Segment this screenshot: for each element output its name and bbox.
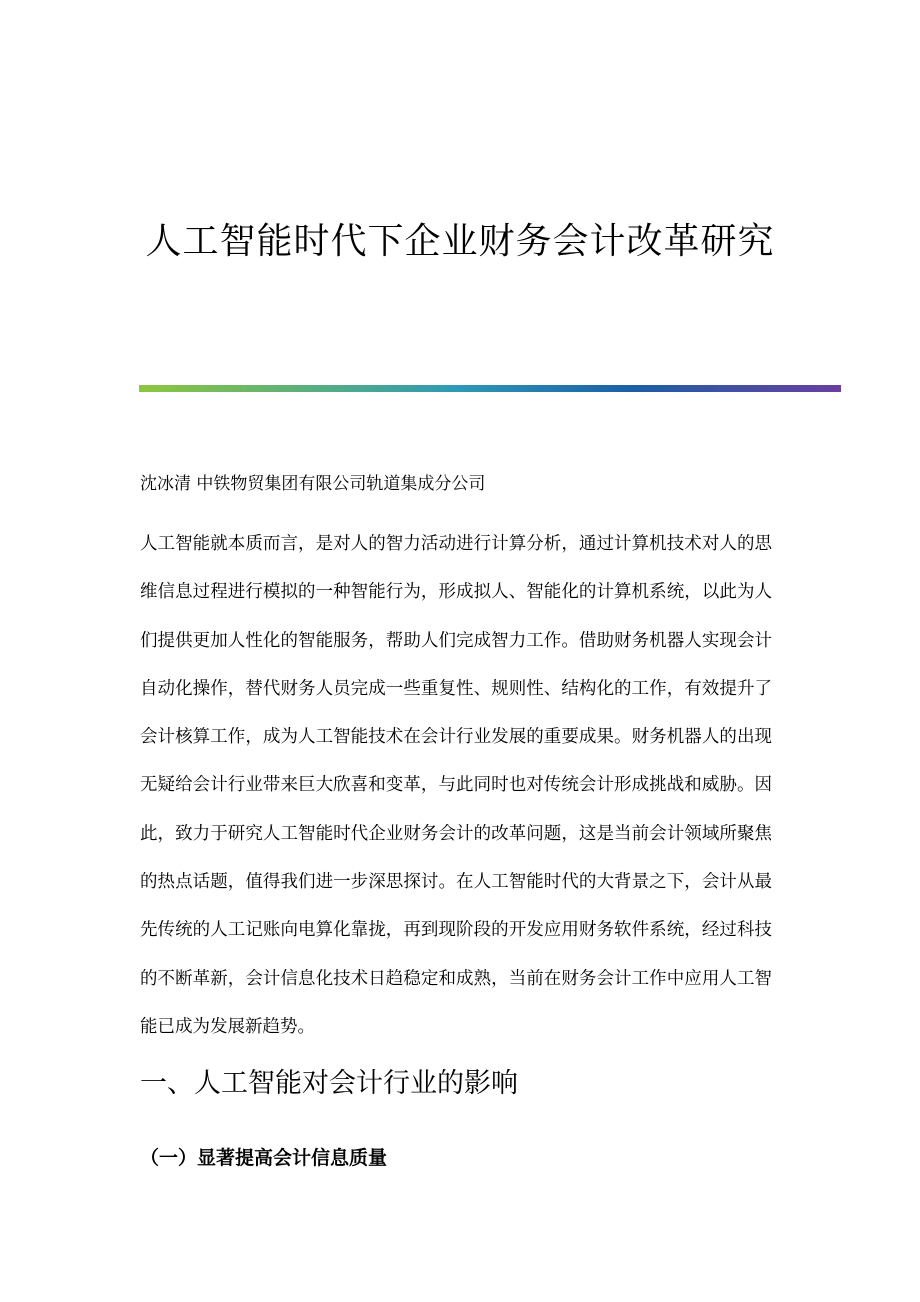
subsection-heading: （一）显著提高会计信息质量 xyxy=(140,1147,388,1169)
abstract-paragraph: 人工智能就本质而言，是对人的智力活动进行计算分析，通过计算机技术对人的思维信息过程进行模拟的一种智能行为，形成拟人、智能化的计算机系统，以此为人们提供更加人性化的智能服务，帮助人们完成智力工作。借助财务机器人实现会计自动化操作，替代财务人员完成一些重复性、规则性、结构化的工作，有效提升了会计核算工作，成为人工智能技术在会计行业发展的重要成果。财务机器人的出现无疑给会计行业带来巨大欣喜和变革，与此同时也对传统会计形成挑战和威胁。因此，致力于研究人工智能时代企业财务会计的改革问题，这是当前会计领域所聚焦的热点话题，值得我们进一步深思探讨。在人工智能时代的大背景之下，会计从最先传统的人工记账向电算化靠拢，再到现阶段的开发应用财务软件系统，经过科技的不断革新，会计信息化技术日趋稳定和成熟，当前在财务会计工作中应用人工智能已成为发展新趋势。 xyxy=(140,534,772,1037)
title-divider xyxy=(139,385,841,392)
section-heading: 一、人工智能对会计行业的影响 xyxy=(140,1068,518,1099)
document-title: 人工智能时代下企业财务会计改革研究 xyxy=(145,221,775,262)
author-affiliation: 沈冰清 中铁物贸集团有限公司轨道集成分公司 xyxy=(140,474,486,494)
